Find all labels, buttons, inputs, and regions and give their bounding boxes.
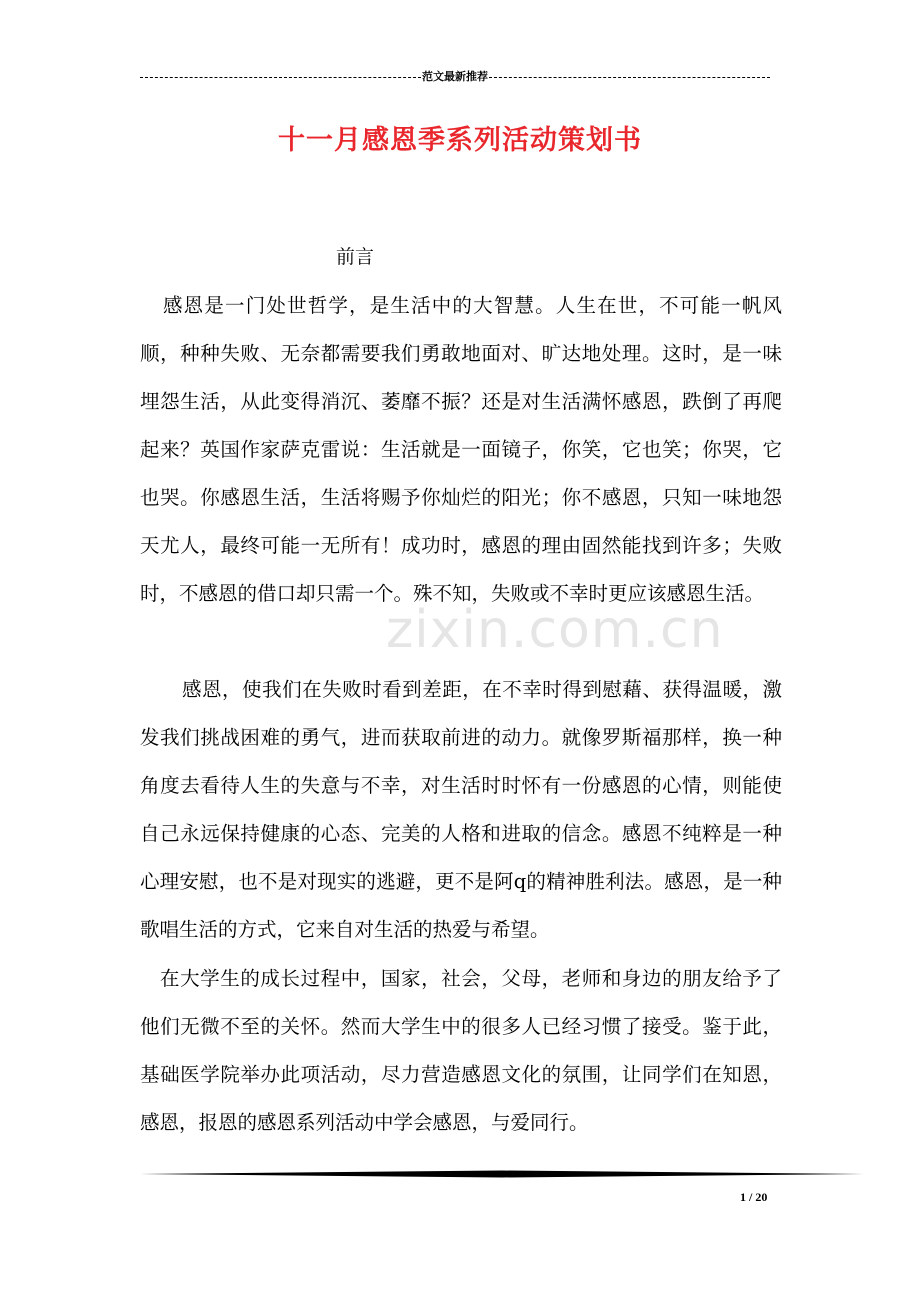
- document-title: 十一月感恩季系列活动策划书: [278, 125, 642, 156]
- paragraph-1: 感恩是一门处世哲学，是生活中的大智慧。人生在世，不可能一帆风顺，种种失败、无奈都需要我们勇敢地面对、旷达地处理。这时，是一味埋怨生活，从此变得消沉、萎靡不振？还是对生活满怀感恩，跌倒了再爬起来？英国作家萨克雷说：生活就是一面镜子，你笑，它也笑；你哭，它也哭。你感恩生活，生活将赐予你灿烂的阳光；你不感恩，只知一味地怨天尤人，最终可能一无所有！成功时，感恩的理由固然能找到许多；失败时，不感恩的借口却只需一个。殊不知，失败或不幸时更应该感恩生活。: [140, 294, 782, 605]
- watermark: zixin.com.cn: [386, 600, 724, 660]
- header-dash-right: [489, 77, 770, 78]
- page-number: 1 / 20: [740, 1190, 768, 1204]
- header-label: 范文最新推荐: [422, 70, 488, 83]
- footer-rule: [140, 1170, 864, 1178]
- header-dash-left: [140, 77, 421, 78]
- section-heading: 前言: [336, 246, 375, 268]
- page-header: [140, 68, 770, 86]
- paragraph-3: 在大学生的成长过程中，国家，社会，父母，老师和身边的朋友给予了他们无微不至的关怀。然而大学生中的很多人已经习惯了接受。鉴于此，基础医学院举办此项活动，尽力营造感恩文化的氛围，让同学们在知恩，感恩，报恩的感恩系列活动中学会感恩，与爱同行。: [140, 967, 782, 1134]
- paragraph-2: 感恩，使我们在失败时看到差距，在不幸时得到慰藉、获得温暖，激发我们挑战困难的勇气，进而获取前进的动力。就像罗斯福那样，换一种角度去看待人生的失意与不幸，对生活时时怀有一份感恩的心情，则能使自己永远保持健康的心态、完美的人格和进取的信念。感恩不纯粹是一种心理安慰，也不是对现实的逃避，更不是阿q的精神胜利法。感恩，是一种歌唱生活的方式，它来自对生活的热爱与希望。: [140, 678, 782, 941]
